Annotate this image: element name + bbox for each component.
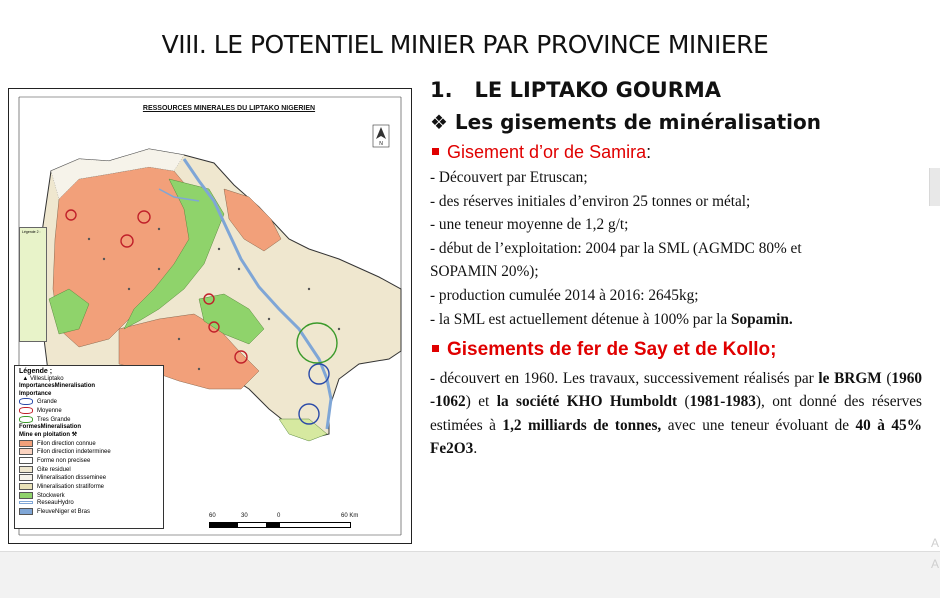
samira-line: - des réserves initiales d’environ 25 tonnes or métal; xyxy=(430,192,751,210)
fer-heading: Gisements de fer de Say et de Kollo; xyxy=(430,339,930,365)
legend-forme-item: Stockwerk xyxy=(19,492,159,501)
legend-importance-item: Grande xyxy=(19,398,159,407)
scale-label: 60 xyxy=(209,513,216,519)
scale-label: 0 xyxy=(277,513,281,519)
legend-forme-item: Mineralisation stratiforme xyxy=(19,483,159,492)
small-legend-title: Légende 2 : xyxy=(22,230,41,234)
legend-forme-item: FleuveNiger et Bras xyxy=(19,508,159,517)
legend-mine-label: Mine en ploitation ⚒ xyxy=(19,431,78,438)
legend-forme-item: Filon direction connue xyxy=(19,440,159,449)
legend-importance-header: ImportancesMineralisation xyxy=(19,383,96,390)
legend-importance-item: Moyenne xyxy=(19,407,159,416)
legend-title: Légende ; xyxy=(19,368,53,375)
legend-forme-item: Forme non precisee xyxy=(19,457,159,466)
mineral-map xyxy=(8,88,412,544)
map-scale xyxy=(209,513,369,528)
diamond-bullet-icon: ❖ xyxy=(430,110,448,134)
legend-forme-item: Filon direction indeterminee xyxy=(19,448,159,457)
map-caption: RESSOURCES MINERALES DU LIPTAKO NIGERIEN xyxy=(142,105,316,112)
content-column xyxy=(430,78,930,460)
bottom-band xyxy=(0,551,940,598)
legend-formes-header: FormesMineralisation xyxy=(19,424,82,431)
legend-forme-item: Mineralisation disseminee xyxy=(19,474,159,483)
edge-letter: A xyxy=(931,557,940,571)
slide-title: VIII. LE POTENTIEL MINIER PAR PROVINCE MINIERE xyxy=(161,30,769,59)
subsection-heading: ❖ Les gisements de minéralisation xyxy=(430,110,821,134)
section-heading: 1. LE LIPTAKO GOURMA xyxy=(430,78,722,102)
side-scrollbar[interactable] xyxy=(929,168,940,206)
legend-importance-item: Tres Grande xyxy=(19,416,159,425)
samira-line: - début de l’exploitation: 2004 par la SML (AGMDC 80% et xyxy=(430,239,802,257)
small-legend xyxy=(19,227,47,342)
svg-text:N: N xyxy=(379,141,383,147)
legend-forme-item: Gite residuel xyxy=(19,466,159,475)
scale-label: 30 xyxy=(241,513,248,519)
scale-label: 60 Km xyxy=(341,513,359,519)
samira-line: - production cumulée 2014 à 2016: 2645kg; xyxy=(430,286,699,304)
samira-heading: Gisement d’or de Samira: xyxy=(430,142,930,166)
samira-details xyxy=(430,166,930,331)
square-bullet-icon xyxy=(432,148,439,155)
fer-paragraph: - découvert en 1960. Les travaux, successivement réalisés par le BRGM (1960 -1062) et la société KHO Humboldt (1981-1983), ont donné des réserves estimées à 1,2 milliards de tonnes, avec une teneur évoluant de 40 à 45% Fe2O3. xyxy=(430,370,923,457)
samira-line: - une teneur moyenne de 1,2 g/t; xyxy=(430,216,629,234)
legend-importance-sub: Importance xyxy=(19,390,52,397)
samira-line: SOPAMIN 20%); xyxy=(430,263,539,281)
scale-bar xyxy=(209,522,351,528)
legend-villes: ▲ VillesLiptako xyxy=(19,375,64,382)
legend-forme-item: ReseauHydro xyxy=(19,500,159,508)
samira-line: - la SML est actuellement détenue à 100% par la Sopamin. xyxy=(430,310,793,328)
map-legend xyxy=(14,365,164,529)
square-bullet-icon xyxy=(432,345,439,352)
samira-line: - Découvert par Etruscan; xyxy=(430,169,588,186)
north-arrow-icon xyxy=(373,125,389,147)
edge-letter: A xyxy=(931,536,940,550)
